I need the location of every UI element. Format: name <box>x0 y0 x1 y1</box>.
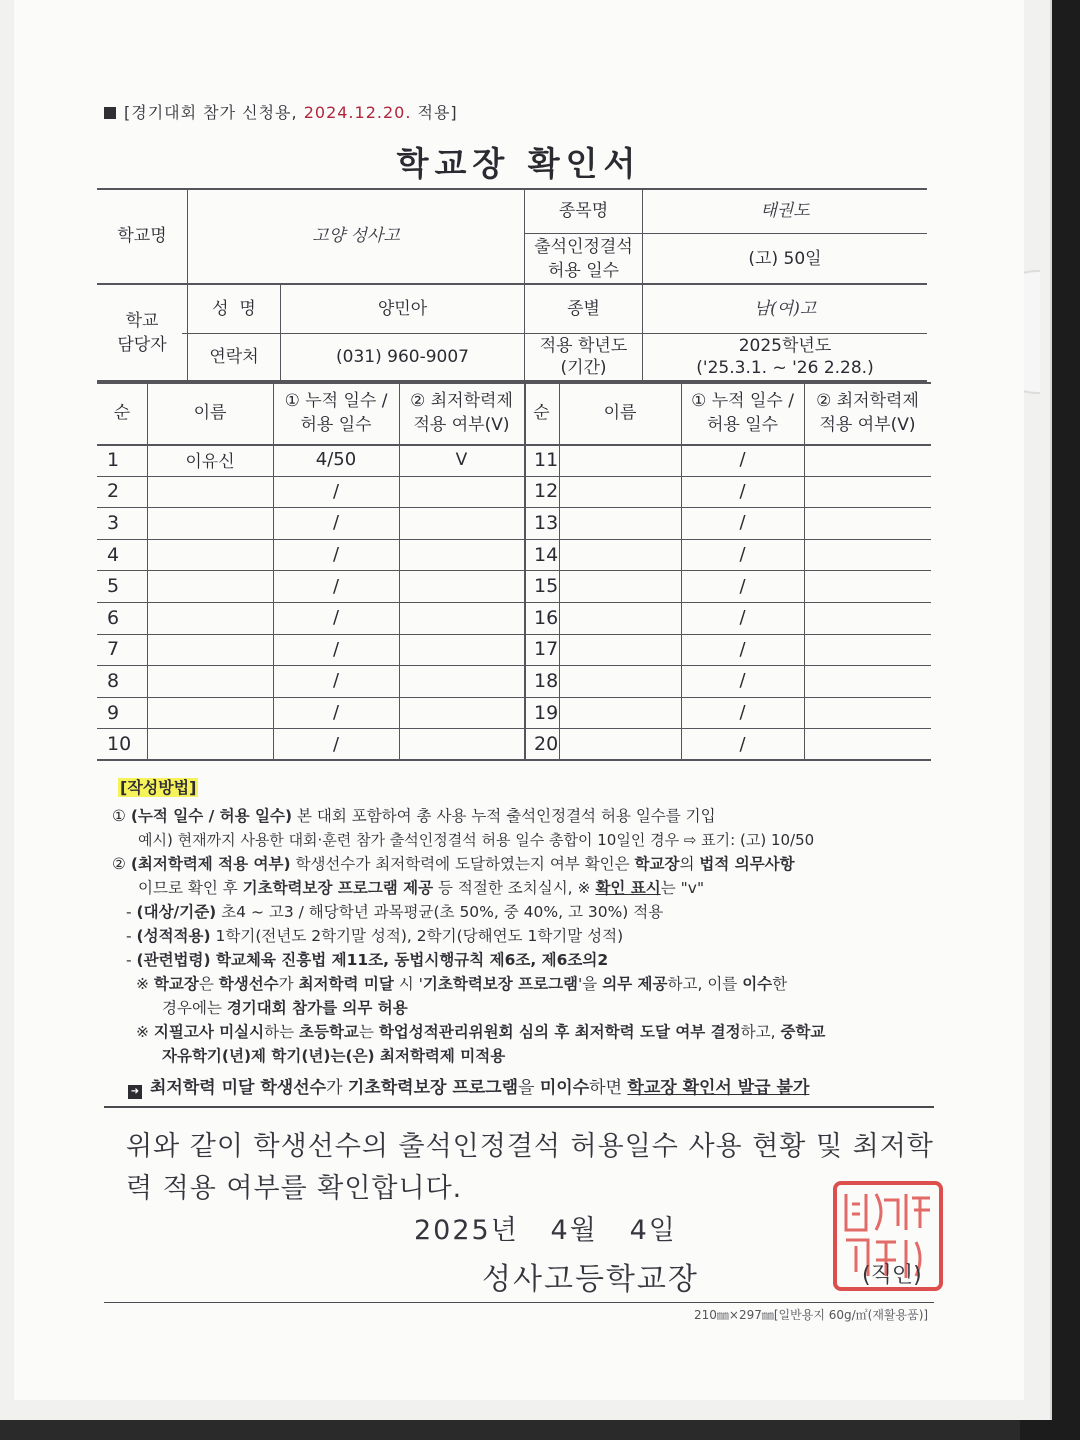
min-academic-check <box>804 570 931 602</box>
student-name <box>559 476 681 508</box>
grid-line <box>97 476 931 477</box>
gender-label: 종별 <box>567 299 600 319</box>
guide-note1-b: 은 <box>198 975 219 993</box>
row-number: 16 <box>534 606 559 629</box>
grid-line <box>97 602 931 603</box>
confirmation-statement: 위와 같이 학생선수의 출석인정결석 허용일수 사용 현황 및 최저학력 적용 여부를 확인합니다. <box>126 1131 934 1204</box>
student-name <box>559 728 681 760</box>
date-day: 4일 <box>629 1215 677 1246</box>
seal-label: (직인) <box>862 1263 922 1288</box>
staff-label-line2: 담당자 <box>117 335 167 355</box>
bottom-rule <box>104 1302 934 1303</box>
guide-sub1-marker: - <box>126 903 137 921</box>
guide-sub2-text: 1학기(전년도 2학기말 성적), 2학기(당해연도 1학기말 성적) <box>210 927 624 945</box>
divider-line <box>104 1106 934 1108</box>
guide-heading: [작성방법] <box>120 778 197 797</box>
guide-note1-l: 한 <box>772 975 788 993</box>
grid-line <box>559 382 560 760</box>
min-academic-check <box>804 728 931 760</box>
days-used: / <box>332 702 340 724</box>
col-name-header-right <box>559 382 681 444</box>
row-number: 17 <box>534 638 559 661</box>
min-academic-check <box>399 570 524 602</box>
contact-value: (031) 960-9007 <box>336 347 469 367</box>
guide-item2-key: (최저학력제 적용 여부) <box>130 855 291 873</box>
col-name-header-right-line1: 이름 <box>603 403 637 423</box>
event-value: 태권도 <box>760 200 810 221</box>
days-used: / <box>332 670 340 692</box>
guide-note1-d: 가 <box>278 975 299 993</box>
guide-item2-principal: 학교장 <box>634 855 680 873</box>
min-academic-check <box>399 665 524 697</box>
student-name <box>147 539 273 571</box>
guide-final-a: 최저학력 미달 학생선수 <box>150 1078 327 1098</box>
col-days-header-right-line1: ① 누적 일수 / <box>691 391 794 411</box>
guide-sub1-key: (대상/기준) <box>136 903 217 921</box>
min-academic-check <box>804 507 931 539</box>
guide-final-f: 하면 <box>589 1078 628 1098</box>
guide-item1-marker: ① <box>112 807 131 825</box>
issue-date <box>414 1208 677 1247</box>
min-academic-check <box>399 602 524 634</box>
min-academic-check <box>399 697 524 729</box>
school-year-value-line2: ('25.3.1. ~ '26 2.28.) <box>696 358 874 378</box>
row-number: 18 <box>534 669 559 692</box>
days-used: / <box>739 512 746 534</box>
allow-days-label-line2: 허용 일수 <box>547 260 620 281</box>
student-name <box>559 697 681 729</box>
days-used: / <box>739 702 746 724</box>
days-used: / <box>332 544 340 566</box>
grid-line <box>97 539 931 540</box>
guide-note1-marker: ※ <box>136 975 154 993</box>
guide-note2-d: 는 <box>358 1023 379 1041</box>
min-academic-check <box>804 444 931 476</box>
grid-line <box>681 382 682 760</box>
student-name <box>147 507 273 539</box>
allow-days-label <box>525 234 642 283</box>
student-name <box>147 728 273 760</box>
guide-final-g: 학교장 확인서 발급 불가 <box>627 1078 810 1098</box>
row-number: 5 <box>107 575 120 598</box>
guide-note2-a: 지필고사 미실시 <box>153 1023 265 1041</box>
min-academic-check <box>804 602 931 634</box>
allow-days-label-line1: 출석인정결석 <box>534 236 633 257</box>
days-used: / <box>739 449 746 471</box>
student-table <box>97 382 931 760</box>
grid-line <box>804 382 805 760</box>
days-used: / <box>739 607 746 629</box>
days-used: / <box>332 480 340 502</box>
grid-line <box>97 728 931 729</box>
row-number: 6 <box>107 606 120 629</box>
notice-date: 2024.12.20. <box>303 103 412 122</box>
allow-days-value: (고) 50일 <box>748 248 822 269</box>
school-label: 학교명 <box>117 225 167 246</box>
row-number: 12 <box>534 480 559 503</box>
student-name <box>559 444 681 476</box>
guide-item2-duty: 법적 의무사항 <box>699 855 795 873</box>
guide-item2-text-b: 의 <box>679 855 700 873</box>
row-number: 1 <box>107 448 120 471</box>
guide-final-e: 미이수 <box>539 1078 590 1098</box>
guide-sub2-key: (성적적용) <box>136 927 211 945</box>
info-table <box>97 188 927 382</box>
guide-sub3-marker: - <box>126 951 137 969</box>
grid-line <box>97 634 931 635</box>
guide-note2-e: 학업성적관리위원회 심의 후 최저학력 도달 여부 결정 <box>378 1023 741 1041</box>
col-no-header-left-line1: 순 <box>113 403 131 423</box>
col-name-header-left-line1: 이름 <box>193 403 227 423</box>
min-academic-check <box>399 728 524 760</box>
min-academic-check <box>804 634 931 666</box>
row-number: 20 <box>534 733 559 756</box>
guide-final-b: 가 <box>326 1078 348 1098</box>
row-number: 7 <box>107 638 120 661</box>
guide-note2-h: 자유학기(년)제 학기(년)는(은) 최저학력제 미적용 <box>162 1047 506 1065</box>
col-no-header-right <box>524 382 559 444</box>
student-name <box>147 697 273 729</box>
student-name <box>559 570 681 602</box>
gender-value: 남(여)고 <box>753 299 817 319</box>
row-number: 8 <box>107 669 120 692</box>
guide-note1-a: 학교장 <box>153 975 199 993</box>
staff-label-line1: 학교 <box>125 311 159 331</box>
guide-item2-text-c: 이므로 확인 후 <box>138 879 243 897</box>
guide-note1-j: 하고, 이를 <box>667 975 743 993</box>
guide-sub2-marker: - <box>126 927 137 945</box>
student-name <box>147 570 273 602</box>
col-min-header-left-line1: ② 최저학력제 <box>410 391 513 411</box>
document-page <box>14 0 1024 1400</box>
row-number: 10 <box>107 733 132 756</box>
school-year-value <box>643 334 927 380</box>
grid-line <box>147 382 148 760</box>
row-number: 2 <box>107 480 120 503</box>
guide-sub1-text: 초4 ~ 고3 / 해당학년 과목평균(초 50%, 중 40%, 고 30%) 적용 <box>216 903 664 921</box>
guide-note1-k: 이수 <box>742 975 773 993</box>
days-used: / <box>332 575 340 597</box>
row-number: 14 <box>534 543 559 566</box>
grid-line <box>97 507 931 508</box>
student-name <box>559 602 681 634</box>
grid-line <box>97 570 931 571</box>
student-name <box>559 665 681 697</box>
school-year-label-line1: 적용 학년도 <box>539 336 628 356</box>
col-days-header-left <box>273 382 399 444</box>
student-name <box>147 665 273 697</box>
usage-notice <box>104 100 458 123</box>
student-name <box>559 634 681 666</box>
days-used: / <box>739 638 746 660</box>
guide-note1-m: 경우에는 <box>162 999 227 1017</box>
min-academic-check: V <box>455 449 468 470</box>
staff-label <box>97 285 187 381</box>
days-used: 4/50 <box>315 449 357 471</box>
guide-note2-f: 하고, <box>740 1023 781 1041</box>
row-number: 3 <box>107 511 120 534</box>
col-min-header-right-line2: 적용 여부(V) <box>819 415 916 435</box>
col-no-header-left <box>97 382 147 444</box>
school-value: 고양 성사고 <box>312 225 400 246</box>
school-year-label-line2: (기간) <box>560 358 607 378</box>
grid-line <box>97 697 931 698</box>
date-month: 4월 <box>550 1215 598 1246</box>
guide-final-d: 을 <box>518 1078 540 1098</box>
col-min-header-right <box>804 382 931 444</box>
event-label: 종목명 <box>558 200 609 221</box>
col-days-header-right-line2: 허용 일수 <box>706 415 779 435</box>
days-used: / <box>739 670 746 692</box>
guide-note2-b: 하는 <box>264 1023 300 1041</box>
guide-note1-g: 기초학력보장 프로그램 <box>422 975 579 993</box>
col-min-header-left-line2: 적용 여부(V) <box>413 415 510 435</box>
guide-note2-g: 중학교 <box>780 1023 826 1041</box>
days-used: / <box>739 733 746 755</box>
guide-note1-h: '을 <box>578 975 603 993</box>
min-academic-check <box>399 634 524 666</box>
school-year-label <box>525 334 642 380</box>
guide-item1-text: 본 대회 포함하여 총 사용 누적 출석인정결석 허용 일수를 기입 <box>292 807 716 825</box>
days-used: / <box>332 607 340 629</box>
student-name <box>147 634 273 666</box>
arrow-box-icon: ➜ <box>128 1085 142 1099</box>
col-days-header-left-line2: 허용 일수 <box>300 415 372 435</box>
min-academic-check <box>804 665 931 697</box>
student-name <box>559 507 681 539</box>
min-academic-check <box>804 476 931 508</box>
paper-spec: 210㎜×297㎜[일반용지 60g/㎡(재활용품)] <box>694 1308 929 1322</box>
min-academic-check <box>399 476 524 508</box>
row-number: 19 <box>534 701 559 724</box>
guide-item1-example: 예시) 현재까지 사용한 대회·훈련 참가 출석인정결석 허용 일수 총합이 10일인 경우 ⇨ 표기: (고) 10/50 <box>138 831 815 849</box>
guide-item2-text-d: 등 적절한 조치실시, ※ <box>433 879 596 897</box>
guide-note1-e: 최저학력 미달 <box>298 975 394 993</box>
guide-item2-text-a: 학생선수가 최저학력에 도달하였는지 여부 확인은 <box>290 855 635 873</box>
student-name <box>147 476 273 508</box>
student-name <box>147 602 273 634</box>
guide-note2-c: 초등학교 <box>299 1023 359 1041</box>
col-min-header-right-line1: ② 최저학력제 <box>816 391 919 411</box>
grid-line <box>273 382 274 760</box>
row-number: 11 <box>534 448 559 471</box>
contact-label: 연락처 <box>209 347 259 367</box>
guide-sub3-text: 학교체육 진흥법 제11조, 동법시행규칙 제6조, 제6조의2 <box>210 951 609 969</box>
guide-note1-f: 시 ' <box>393 975 423 993</box>
grid-line <box>524 382 526 760</box>
min-academic-check <box>804 697 931 729</box>
page-title: 학교장 확인서 <box>396 144 642 183</box>
name-label: 성 명 <box>212 299 256 319</box>
school-year-value-line1: 2025학년도 <box>738 336 832 356</box>
guide-note1-c: 학생선수 <box>218 975 279 993</box>
guide-item2-marker: ② <box>112 855 131 873</box>
min-academic-check <box>804 539 931 571</box>
date-year: 2025년 <box>414 1215 519 1246</box>
grid-line <box>97 444 931 446</box>
guide-sub3-key: (관련법령) <box>136 951 211 969</box>
days-used: / <box>739 480 746 502</box>
guide-final-c: 기초학력보장 프로그램 <box>347 1078 519 1098</box>
student-name: 이유신 <box>185 452 235 473</box>
row-number: 15 <box>534 575 559 598</box>
row-number: 4 <box>107 543 120 566</box>
guide-note1-i: 의무 제공 <box>602 975 668 993</box>
guide-item2-program: 기초학력보장 프로그램 제공 <box>242 879 434 897</box>
guide-note2-marker: ※ <box>136 1023 154 1041</box>
principal-name: 성사고등학교장 <box>482 1262 699 1297</box>
days-used: / <box>739 544 746 566</box>
guide-note1-n: 경기대회 참가를 의무 허용 <box>226 999 408 1017</box>
square-bullet-icon <box>104 107 116 119</box>
guide-item2-text-e: 는 "v" <box>660 879 705 897</box>
days-used: / <box>332 638 340 660</box>
grid-line <box>97 759 931 761</box>
notice-suffix: 적용] <box>417 103 458 122</box>
row-number: 9 <box>107 701 120 724</box>
col-days-header-left-line1: ① 누적 일수 / <box>284 391 388 411</box>
notice-prefix: [경기대회 참가 신청용, <box>124 103 298 122</box>
col-min-header-left <box>399 382 524 444</box>
guide-item1-key: (누적 일수 / 허용 일수) <box>130 807 293 825</box>
col-days-header-right <box>681 382 804 444</box>
days-used: / <box>332 733 340 755</box>
col-no-header-right-line1: 순 <box>533 403 550 423</box>
name-value: 양민아 <box>377 299 428 319</box>
guide-item2-mark: 확인 표시 <box>595 879 661 897</box>
student-name <box>559 539 681 571</box>
days-used: / <box>332 512 340 534</box>
min-academic-check <box>399 539 524 571</box>
grid-line <box>97 665 931 666</box>
days-used: / <box>739 575 746 597</box>
min-academic-check <box>399 507 524 539</box>
grid-line <box>97 382 931 384</box>
grid-line <box>399 382 400 760</box>
col-name-header-left <box>147 382 273 444</box>
row-number: 13 <box>534 511 559 534</box>
